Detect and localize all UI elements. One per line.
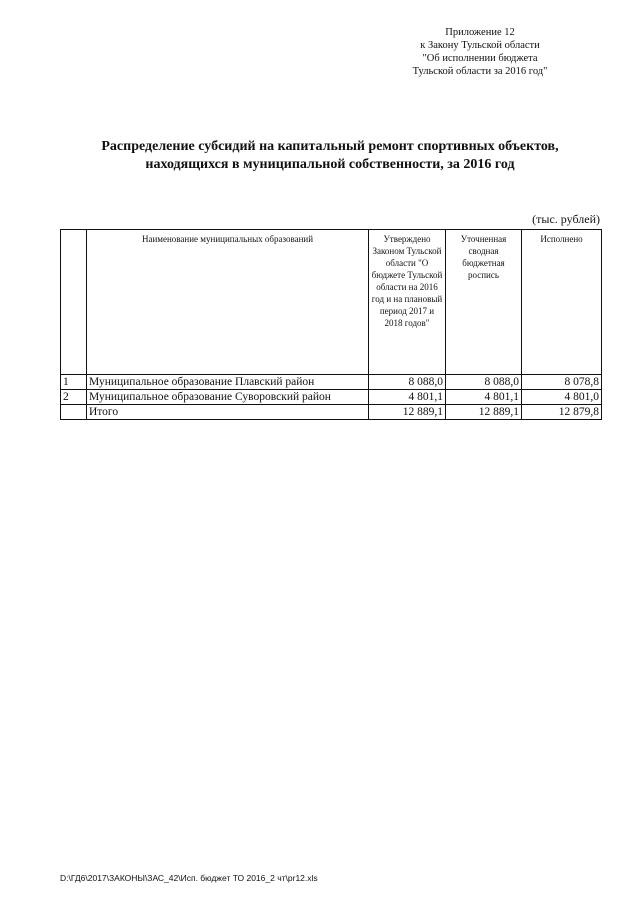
appendix-line: к Закону Тульской области [420,40,540,51]
row-refined: 8 088,0 [446,375,522,390]
appendix-line: Приложение 12 [445,27,515,38]
row-approved: 12 889,1 [369,405,446,420]
table-total-row [61,405,602,420]
title-line: находящихся в муниципальной собственности, за 2016 год [145,157,515,172]
row-refined: 4 801,1 [446,390,522,405]
row-name: Муниципальное образование Плавский район [87,375,369,390]
subsidy-table [60,229,602,420]
appendix-line: "Об исполнении бюджета [422,53,538,64]
row-num: 2 [61,390,87,405]
appendix-block [380,26,580,78]
row-name: Итого [87,405,369,420]
title-line: Распределение субсидий на капитальный ремонт спортивных объектов, [101,139,559,154]
table-row [61,375,602,390]
row-num [61,405,87,420]
header-approved: Утверждено Законом Тульской области "О бюджете Тульской области на 2016 год и на плановый период 2017 и 2018 годов" [369,230,446,375]
row-approved: 8 088,0 [369,375,446,390]
row-approved: 4 801,1 [369,390,446,405]
appendix-line: Тульской области за 2016 год" [412,66,548,77]
row-executed: 8 078,8 [522,375,602,390]
header-num [61,230,87,375]
row-num: 1 [61,375,87,390]
header-name: Наименование муниципальных образований [87,230,369,375]
document-title [60,138,600,174]
row-refined: 12 889,1 [446,405,522,420]
row-executed: 4 801,0 [522,390,602,405]
unit-label: (тыс. рублей) [532,212,600,226]
table-row [61,390,602,405]
header-refined: Уточненная сводная бюджетная роспись [446,230,522,375]
row-name: Муниципальное образование Суворовский район [87,390,369,405]
table-header-row [61,230,602,375]
header-executed: Исполнено [522,230,602,375]
row-executed: 12 879,8 [522,405,602,420]
file-path-footer: D:\ГД6\2017\ЗАКОНЫ\ЗАС_42\Исп. бюджет ТО 2016_2 чт\pr12.xls [60,873,318,883]
